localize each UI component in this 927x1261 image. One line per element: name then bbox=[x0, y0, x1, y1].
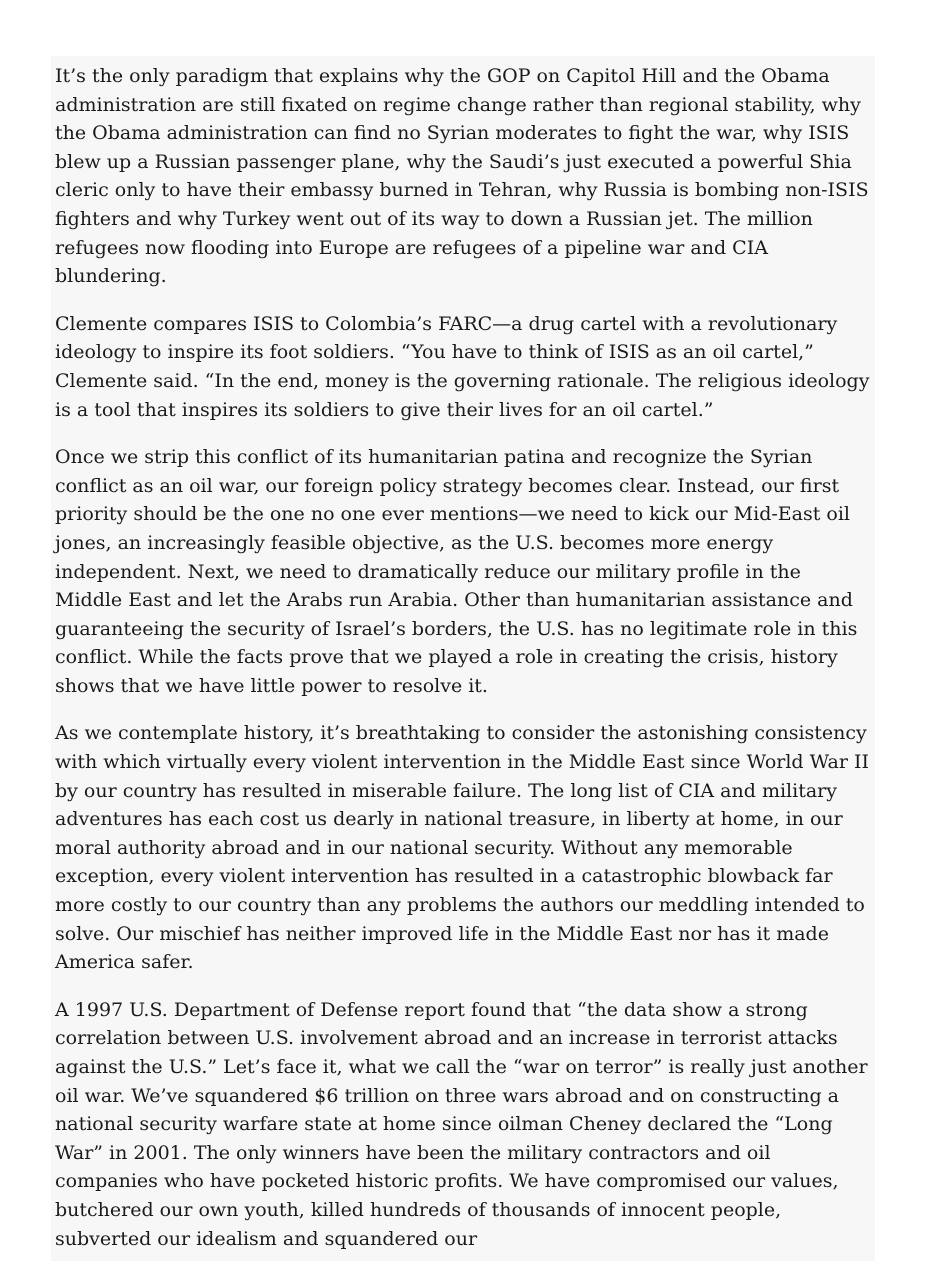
paragraph-3: Once we strip this conflict of its humanitarian patina and recognize the Syrian conflict as an oil war, our foreign policy strategy becomes clear. Instead, our first priority should be the one no one ever mentions—we need to kick our Mid-East oil jones, an increasingly feasible objective, as the U.S. becomes more energy independent. Next, we need to dramatically reduce our military profile in the Middle East and let the Arabs run Arabia. Other than humanitarian assistance and guaranteeing the security of Israel’s borders, the U.S. has no legitimate role in this conflict. While the facts prove that we played a role in creating the crisis, history shows that we have little power to resolve it. bbox=[55, 446, 858, 697]
paragraph-1: It’s the only paradigm that explains why the GOP on Capitol Hill and the Obama administration are still fixated on regime change rather than regional stability, why the Obama administration can find no Syrian moderates to fight the war, why ISIS blew up a Russian passenger plane, why the Saudi’s just executed a powerful Shia cleric only to have their embassy burned in Tehran, why Russia is bombing non-ISIS fighters and why Turkey went out of its way to down a Russian jet. The million refugees now flooding into Europe are refugees of a pipeline war and CIA blundering. bbox=[55, 65, 869, 288]
paragraph-4: As we contemplate history, it’s breathtaking to consider the astonishing consistency with which virtually every violent intervention in the Middle East since World War II by our country has resulted in miserable failure. The long list of CIA and military adventures has each cost us dearly in national treasure, in liberty at home, in our moral authority abroad and in our national security. Without any memorable exception, every violent intervention has resulted in a catastrophic blowback far more costly to our country than any problems the authors our meddling intended to solve. Our mischief has neither improved life in the Middle East nor has it made America safer. bbox=[55, 722, 869, 974]
paragraph-2: Clemente compares ISIS to Colombia’s FARC—a drug cartel with a revolutionary ideology to inspire its foot soldiers. “You have to think of ISIS as an oil cartel,” Clemente said. “In the end, money is the governing rationale. The religious ideology is a tool that inspires its soldiers to give their lives for an oil cartel.” bbox=[55, 312, 870, 421]
article-body bbox=[51, 56, 875, 1261]
paragraph-5: A 1997 U.S. Department of Defense report found that “the data show a strong correlation between U.S. involvement abroad and an increase in terrorist attacks against the U.S.” Let’s face it, what we call the “war on terror” is really just another oil war. We’ve squandered $6 trillion on three wars abroad and on constructing a national security warfare state at home since oilman Cheney declared the “Long War” in 2001. The only winners have been the military contractors and oil companies who have pocketed historic profits. We have compromised our values, butchered our own youth, killed hundreds of thousands of innocent people, subverted our idealism and squandered our bbox=[55, 998, 868, 1250]
